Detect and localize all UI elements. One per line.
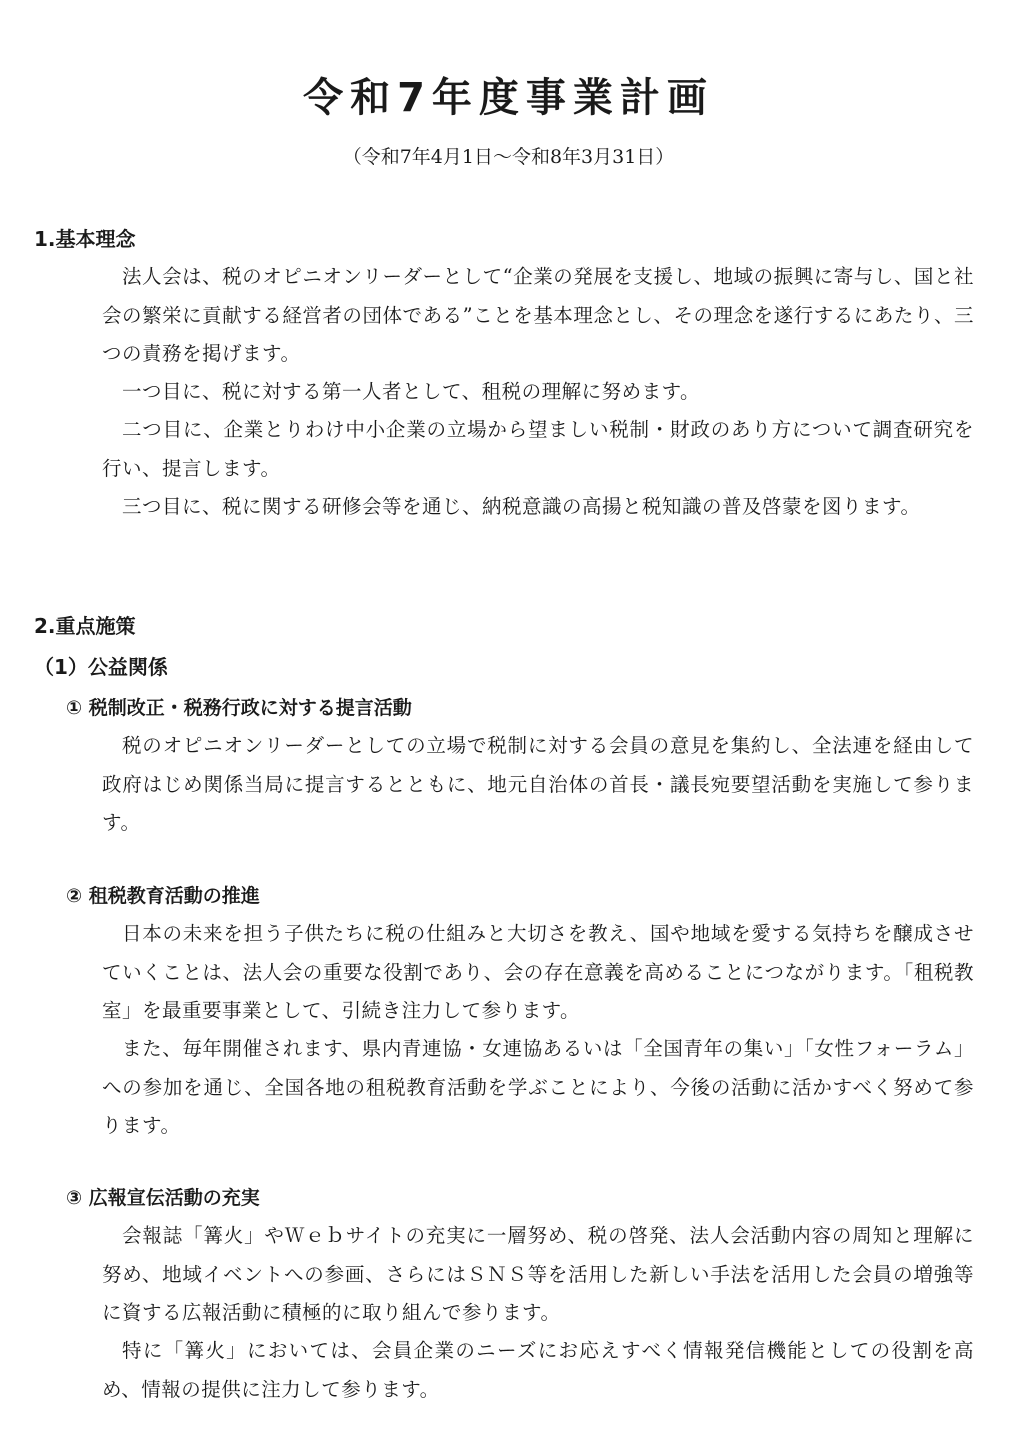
fiscal-period: （令和7年4月1日～令和8年3月31日） — [342, 146, 675, 168]
paragraph: 税のオピニオンリーダーとしての立場で税制に対する会員の意見を集約し、全法連を経由して政府はじめ関係当局に提言するとともに、地元自治体の首長・議長宛要望活動を実施して参ります。 — [102, 734, 974, 834]
paragraph: また、毎年開催されます、県内青連協・女連協あるいは「全国青年の集い」「女性フォーラム」への参加を通じ、全国各地の租税教育活動を学ぶことにより、今後の活動に活かすべく努めて参ります。 — [102, 1037, 974, 1137]
item-heading-tax-proposals: ① 税制改正・税務行政に対する提言活動 — [66, 697, 412, 719]
paragraph: 会報誌「篝火」やＷｅｂサイトの充実に一層努め、税の啓発、法人会活動内容の周知と理解に努め、地域イベントへの参画、さらにはＳＮＳ等を活用した新しい手法を活用した会員の増強等に資する広報活動に積極的に取り組んで参ります。 — [102, 1224, 974, 1324]
section-heading-basic-philosophy: 1.基本理念 — [34, 227, 136, 251]
item-heading-public-relations: ③ 広報宣伝活動の充実 — [66, 1187, 260, 1209]
paragraph: 三つ目に、税に関する研修会等を通じ、納税意識の高揚と税知識の普及啓蒙を図ります。 — [122, 495, 921, 518]
paragraph: 一つ目に、税に対する第一人者として、租税の理解に努めます。 — [122, 380, 701, 403]
paragraph: 法人会は、税のオピニオンリーダーとして“企業の発展を支援し、地域の振興に寄与し、国と社会の繁栄に貢献する経営者の団体である”ことを基本理念とし、その理念を遂行するにあたり、三つの責務を掲げます。 — [102, 265, 974, 365]
paragraph: 特に「篝火」においては、会員企業のニーズにお応えすべく情報発信機能としての役割を高め、情報の提供に注力して参ります。 — [102, 1339, 974, 1401]
item-heading-tax-education: ② 租税教育活動の推進 — [66, 885, 260, 907]
page-title: 令和7年度事業計画 — [303, 75, 714, 121]
section-heading-key-measures: 2.重点施策 — [34, 614, 136, 638]
paragraph: 二つ目に、企業とりわけ中小企業の立場から望ましい税制・財政のあり方について調査研究を行い、提言します。 — [102, 418, 974, 480]
subsection-heading-public-interest: （1）公益関係 — [34, 655, 168, 679]
paragraph: 日本の未来を担う子供たちに税の仕組みと大切さを教え、国や地域を愛する気持ちを醸成させていくことは、法人会の重要な役割であり、会の存在意義を高めることにつながります。「租税教室」を最重要事業として、引続き注力して参ります。 — [102, 922, 974, 1022]
